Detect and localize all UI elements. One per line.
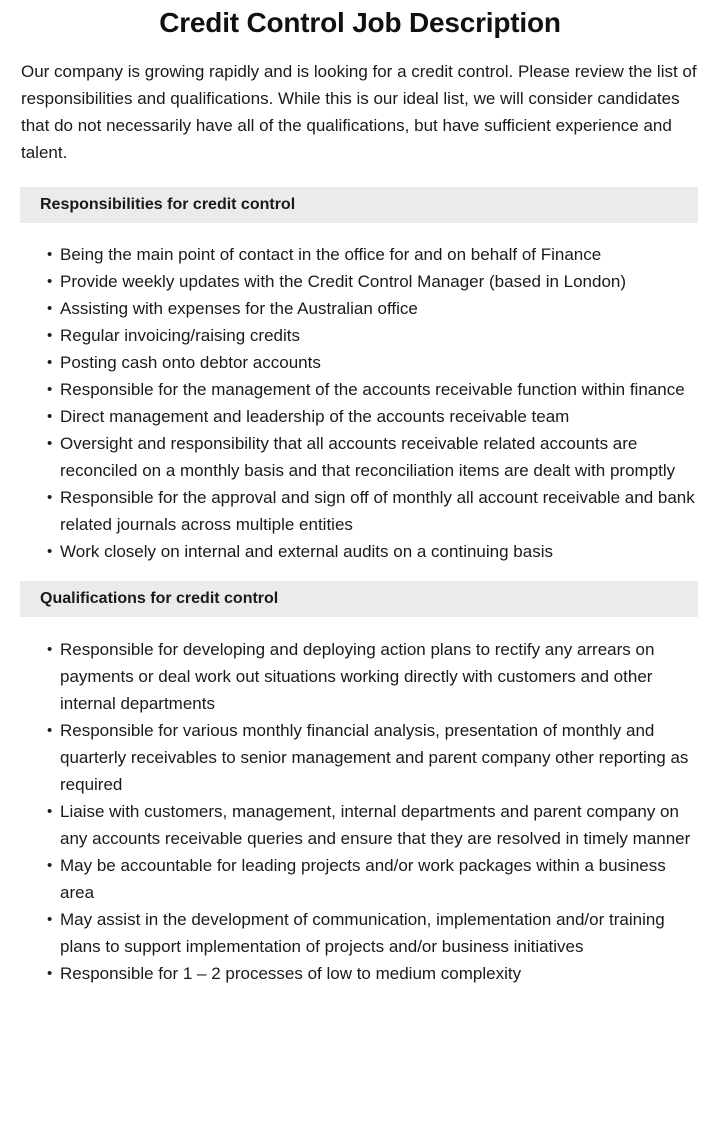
- intro-paragraph: Our company is growing rapidly and is looking for a credit control. Please review the list of responsibilities and qualifications. While this is our ideal list, we will consider candidates that do not necessarily have all of the qualifications, but have sufficient experience and talent.: [21, 62, 697, 162]
- list-item: • Work closely on internal and external audits on a continuing basis: [47, 538, 698, 565]
- list-item: • Oversight and responsibility that all accounts receivable related accounts are reconciled on a monthly basis and that reconciliation items are dealt with promptly: [47, 430, 698, 484]
- list-item: • Being the main point of contact in the office for and on behalf of Finance: [47, 241, 698, 268]
- list-item: • Posting cash onto debtor accounts: [47, 349, 698, 376]
- section-header-qualifications: [20, 581, 698, 617]
- list-item: • Regular invoicing/raising credits: [47, 322, 698, 349]
- list-item: • Responsible for various monthly financial analysis, presentation of monthly and quarterly receivables to senior management and parent company other reporting as required: [47, 717, 698, 798]
- qualifications-list: [0, 617, 720, 987]
- list-item: • Provide weekly updates with the Credit Control Manager (based in London): [47, 268, 698, 295]
- list-item: • Responsible for the approval and sign off of monthly all account receivable and bank related journals across multiple entities: [47, 484, 698, 538]
- section-header-responsibilities: [20, 187, 698, 223]
- list-item: • May be accountable for leading projects and/or work packages within a business area: [47, 852, 698, 906]
- list-item: • Responsible for developing and deploying action plans to rectify any arrears on payments or deal work out situations working directly with customers and other internal departments: [47, 636, 698, 717]
- section-responsibilities: [0, 187, 720, 565]
- list-item: • Responsible for 1 – 2 processes of low to medium complexity: [47, 960, 698, 987]
- list-item: • Direct management and leadership of the accounts receivable team: [47, 403, 698, 430]
- responsibilities-list: [0, 223, 720, 565]
- list-item: • Responsible for the management of the accounts receivable function within finance: [47, 376, 698, 403]
- section-qualifications: [0, 581, 720, 987]
- list-item: • Liaise with customers, management, internal departments and parent company on any accounts receivable queries and ensure that they are resolved in timely manner: [47, 798, 698, 852]
- section-heading-label: Qualifications for credit control: [40, 590, 279, 607]
- section-heading-label: Responsibilities for credit control: [40, 196, 296, 213]
- page-title: Credit Control Job Description: [159, 7, 561, 38]
- list-item: • May assist in the development of communication, implementation and/or training plans to support implementation of projects and/or business initiatives: [47, 906, 698, 960]
- list-item: • Assisting with expenses for the Australian office: [47, 295, 698, 322]
